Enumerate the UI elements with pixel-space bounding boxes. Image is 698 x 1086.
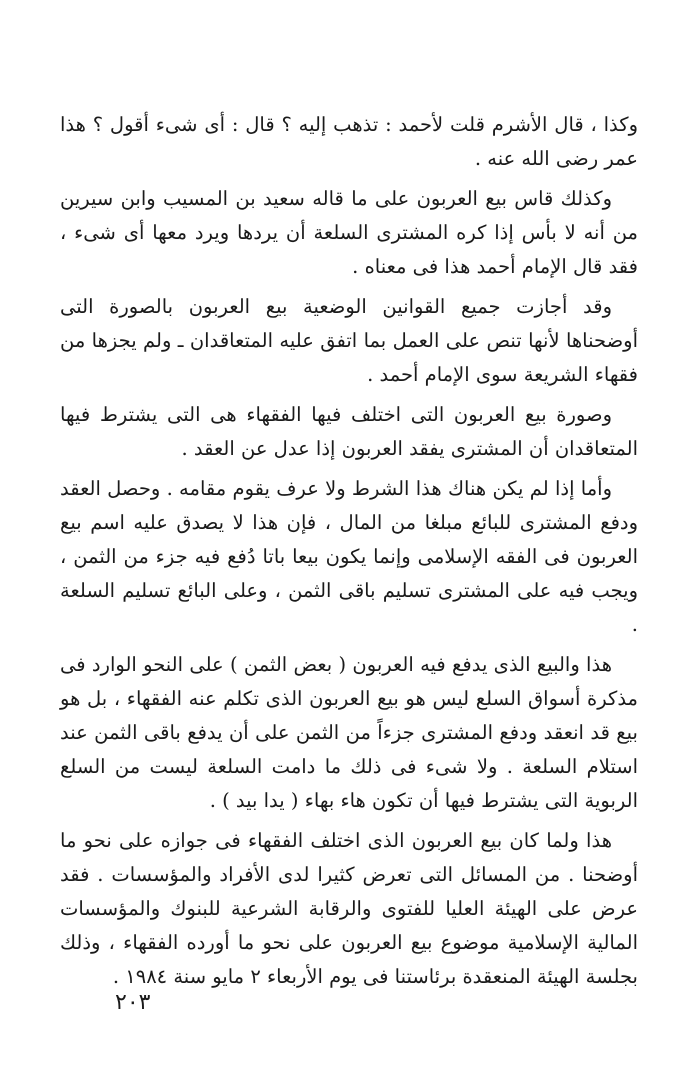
document-body	[60, 108, 638, 1000]
paragraph-4: وصورة بيع العربون التى اختلف فيها الفقهاء هى التى يشترط فيها المتعاقدان أن المشترى يفقد العربون إذا عدل عن العقد .	[60, 403, 638, 460]
paragraph-7: هذا ولما كان بيع العربون الذى اختلف الفقهاء فى جوازه على نحو ما أوضحنا . من المسائل التى تعرض كثيرا لدى الأفراد والمؤسسات . فقد عرض على الهيئة العليا للفتوى والرقابة الشرعية للبنوك والمؤسسات المالية الإسلامية موضوع بيع العربون على نحو ما أورده الفقهاء ، وذلك بجلسة الهيئة المنعقدة برئاستنا فى يوم الأربعاء ٢ مايو سنة ١٩٨٤ .	[60, 829, 638, 988]
paragraph-6: هذا والبيع الذى يدفع فيه العربون ( بعض الثمن ) على النحو الوارد فى مذكرة أسواق السلع ليس هو بيع العربون الذى تكلم عنه الفقهاء ، بل هو بيع قد انعقد ودفع المشترى جزءاً من الثمن على أن يدفع باقى الثمن عند استلام السلعة . ولا شىء فى ذلك ما دامت السلعة ليست من السلع الربوية التى يشترط فيها أن تكون هاء بهاء ( يدا بيد ) .	[60, 653, 638, 812]
paragraph-3: وقد أجازت جميع القوانين الوضعية بيع العربون بالصورة التى أوضحناها لأنها تنص على العمل بما اتفق عليه المتعاقدان ـ ولم يجزها من فقهاء الشريعة سوى الإمام أحمد .	[60, 295, 638, 386]
paragraph-5: وأما إذا لم يكن هناك هذا الشرط ولا عرف يقوم مقامه . وحصل العقد ودفع المشترى للبائع مبلغا من المال ، فإن هذا لا يصدق عليه اسم بيع العربون فى الفقه الإسلامى وإنما يكون بيعا باتا دُفع فيه جزء من الثمن ، ويجب فيه على المشترى تسليم باقى الثمن ، وعلى البائع تسليم السلعة .	[60, 477, 638, 636]
paragraph-2: وكذلك قاس بيع العربون على ما قاله سعيد بن المسيب وابن سيرين من أنه لا بأس إذا كره المشترى السلعة أن يردها ويرد معها أى شىء ، فقد قال الإمام أحمد هذا فى معناه .	[60, 187, 638, 278]
page-number: ٢٠٣	[115, 990, 151, 1015]
paragraph-1: وكذا ، قال الأشرم قلت لأحمد : تذهب إليه ؟ قال : أى شىء أقول ؟ هذا عمر رضى الله عنه .	[60, 113, 638, 170]
